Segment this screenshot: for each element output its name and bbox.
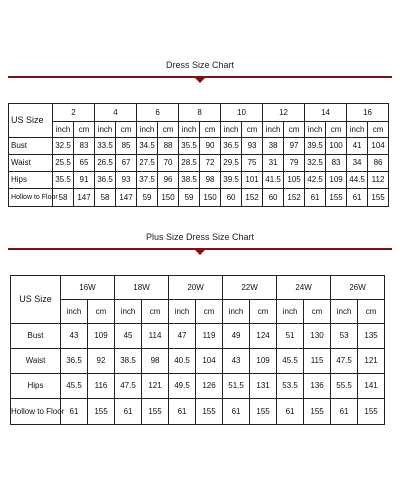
size-22w: 22W	[223, 276, 277, 300]
cell: 27.5	[137, 155, 158, 172]
divider-arrow-2	[194, 249, 206, 255]
unit-row	[9, 122, 389, 138]
size-8: 8	[179, 104, 221, 122]
row-label-waist: Waist	[9, 155, 53, 172]
divider-arrow-1	[194, 77, 206, 83]
cell: 96	[158, 172, 179, 189]
cell: 109	[326, 172, 347, 189]
cell: 93	[116, 172, 137, 189]
us-size-label: US Size	[11, 276, 61, 324]
unit-cm: cm	[304, 300, 331, 324]
table-row	[9, 138, 389, 155]
cell: 29.5	[221, 155, 242, 172]
row-label-bust: Bust	[9, 138, 53, 155]
size-header-row	[9, 104, 389, 122]
unit-inch: inch	[137, 122, 158, 138]
cell: 38.5	[115, 349, 142, 374]
cell: 58	[95, 189, 116, 207]
cell: 61	[223, 399, 250, 425]
cell: 42.5	[305, 172, 326, 189]
cell: 86	[368, 155, 389, 172]
cell: 91	[74, 172, 95, 189]
cell: 61	[347, 189, 368, 207]
cell: 51	[277, 324, 304, 349]
cell: 61	[331, 399, 358, 425]
table-row	[11, 324, 385, 349]
unit-cm: cm	[200, 122, 221, 138]
cell: 45	[115, 324, 142, 349]
table-row	[11, 349, 385, 374]
row-label-bust: Bust	[11, 324, 61, 349]
cell: 70	[158, 155, 179, 172]
cell: 61	[305, 189, 326, 207]
cell: 53	[331, 324, 358, 349]
cell: 150	[200, 189, 221, 207]
cell: 53.5	[277, 374, 304, 399]
cell: 67	[116, 155, 137, 172]
unit-inch: inch	[61, 300, 88, 324]
cell: 155	[88, 399, 115, 425]
cell: 49.5	[169, 374, 196, 399]
row-label-hollow-to-floor: Hollow to Floor	[11, 399, 61, 425]
cell: 155	[368, 189, 389, 207]
cell: 141	[358, 374, 385, 399]
cell: 124	[250, 324, 277, 349]
cell: 39.5	[305, 138, 326, 155]
cell: 121	[142, 374, 169, 399]
cell: 152	[242, 189, 263, 207]
table-row	[11, 374, 385, 399]
cell: 31	[263, 155, 284, 172]
cell: 92	[88, 349, 115, 374]
cell: 115	[304, 349, 331, 374]
unit-cm: cm	[116, 122, 137, 138]
cell: 130	[304, 324, 331, 349]
cell: 49	[223, 324, 250, 349]
cell: 83	[326, 155, 347, 172]
cell: 59	[179, 189, 200, 207]
cell: 98	[142, 349, 169, 374]
cell: 105	[284, 172, 305, 189]
cell: 38	[263, 138, 284, 155]
unit-inch: inch	[305, 122, 326, 138]
cell: 35.5	[53, 172, 74, 189]
unit-cm: cm	[158, 122, 179, 138]
row-label-waist: Waist	[11, 349, 61, 374]
cell: 61	[115, 399, 142, 425]
cell: 28.5	[179, 155, 200, 172]
cell: 155	[358, 399, 385, 425]
unit-cm: cm	[74, 122, 95, 138]
size-16w: 16W	[61, 276, 115, 300]
cell: 33.5	[95, 138, 116, 155]
cell: 47.5	[331, 349, 358, 374]
unit-cm: cm	[250, 300, 277, 324]
unit-inch: inch	[277, 300, 304, 324]
cell: 72	[200, 155, 221, 172]
table-row	[9, 155, 389, 172]
cell: 75	[242, 155, 263, 172]
cell: 25.5	[53, 155, 74, 172]
cell: 116	[88, 374, 115, 399]
cell: 121	[358, 349, 385, 374]
plus-size-chart-title: Plus Size Dress Size Chart	[145, 232, 255, 242]
table-row	[11, 399, 385, 425]
cell: 34	[347, 155, 368, 172]
cell: 60	[263, 189, 284, 207]
cell: 147	[74, 189, 95, 207]
cell: 41.5	[263, 172, 284, 189]
unit-cm: cm	[358, 300, 385, 324]
cell: 55.5	[331, 374, 358, 399]
unit-cm: cm	[284, 122, 305, 138]
unit-inch: inch	[53, 122, 74, 138]
cell: 40.5	[169, 349, 196, 374]
size-14: 14	[305, 104, 347, 122]
cell: 34.5	[137, 138, 158, 155]
cell: 85	[116, 138, 137, 155]
unit-cm: cm	[196, 300, 223, 324]
unit-row	[11, 300, 385, 324]
cell: 155	[142, 399, 169, 425]
cell: 97	[284, 138, 305, 155]
size-header-row	[11, 276, 385, 300]
cell: 36.5	[61, 349, 88, 374]
cell: 26.5	[95, 155, 116, 172]
table-row	[9, 189, 389, 207]
cell: 147	[116, 189, 137, 207]
cell: 155	[304, 399, 331, 425]
dress-size-table	[8, 103, 389, 207]
cell: 135	[358, 324, 385, 349]
row-label-hips: Hips	[11, 374, 61, 399]
cell: 41	[347, 138, 368, 155]
unit-inch: inch	[95, 122, 116, 138]
unit-cm: cm	[142, 300, 169, 324]
cell: 112	[368, 172, 389, 189]
cell: 45.5	[277, 349, 304, 374]
unit-inch: inch	[115, 300, 142, 324]
unit-cm: cm	[242, 122, 263, 138]
cell: 60	[221, 189, 242, 207]
unit-inch: inch	[331, 300, 358, 324]
cell: 155	[250, 399, 277, 425]
cell: 44.5	[347, 172, 368, 189]
row-label-hips: Hips	[9, 172, 53, 189]
cell: 155	[326, 189, 347, 207]
cell: 39.5	[221, 172, 242, 189]
cell: 45.5	[61, 374, 88, 399]
plus-size-table	[10, 275, 385, 425]
cell: 61	[169, 399, 196, 425]
table-row	[9, 172, 389, 189]
cell: 47.5	[115, 374, 142, 399]
unit-inch: inch	[221, 122, 242, 138]
cell: 43	[223, 349, 250, 374]
unit-cm: cm	[368, 122, 389, 138]
cell: 114	[142, 324, 169, 349]
cell: 37.5	[137, 172, 158, 189]
unit-cm: cm	[88, 300, 115, 324]
cell: 47	[169, 324, 196, 349]
unit-cm: cm	[326, 122, 347, 138]
cell: 43	[61, 324, 88, 349]
unit-inch: inch	[347, 122, 368, 138]
cell: 65	[74, 155, 95, 172]
size-16: 16	[347, 104, 389, 122]
cell: 36.5	[95, 172, 116, 189]
cell: 38.5	[179, 172, 200, 189]
size-2: 2	[53, 104, 95, 122]
cell: 104	[196, 349, 223, 374]
cell: 155	[196, 399, 223, 425]
size-12: 12	[263, 104, 305, 122]
cell: 61	[61, 399, 88, 425]
cell: 61	[277, 399, 304, 425]
dress-size-chart-title: Dress Size Chart	[165, 60, 235, 70]
unit-inch: inch	[169, 300, 196, 324]
cell: 32.5	[305, 155, 326, 172]
size-6: 6	[137, 104, 179, 122]
cell: 152	[284, 189, 305, 207]
unit-inch: inch	[263, 122, 284, 138]
cell: 36.5	[221, 138, 242, 155]
size-10: 10	[221, 104, 263, 122]
size-24w: 24W	[277, 276, 331, 300]
cell: 90	[200, 138, 221, 155]
cell: 109	[88, 324, 115, 349]
unit-inch: inch	[223, 300, 250, 324]
cell: 119	[196, 324, 223, 349]
row-label-hollow-to-floor: Hollow to Floor	[9, 189, 53, 207]
size-4: 4	[95, 104, 137, 122]
cell: 109	[250, 349, 277, 374]
cell: 104	[368, 138, 389, 155]
cell: 98	[200, 172, 221, 189]
cell: 32.5	[53, 138, 74, 155]
cell: 88	[158, 138, 179, 155]
cell: 126	[196, 374, 223, 399]
cell: 101	[242, 172, 263, 189]
cell: 150	[158, 189, 179, 207]
cell: 93	[242, 138, 263, 155]
cell: 136	[304, 374, 331, 399]
cell: 83	[74, 138, 95, 155]
unit-inch: inch	[179, 122, 200, 138]
cell: 100	[326, 138, 347, 155]
cell: 51.5	[223, 374, 250, 399]
size-18w: 18W	[115, 276, 169, 300]
cell: 35.5	[179, 138, 200, 155]
us-size-label: US Size	[9, 104, 53, 138]
cell: 59	[137, 189, 158, 207]
cell: 131	[250, 374, 277, 399]
size-26w: 26W	[331, 276, 385, 300]
size-20w: 20W	[169, 276, 223, 300]
cell: 58	[53, 189, 74, 207]
cell: 79	[284, 155, 305, 172]
